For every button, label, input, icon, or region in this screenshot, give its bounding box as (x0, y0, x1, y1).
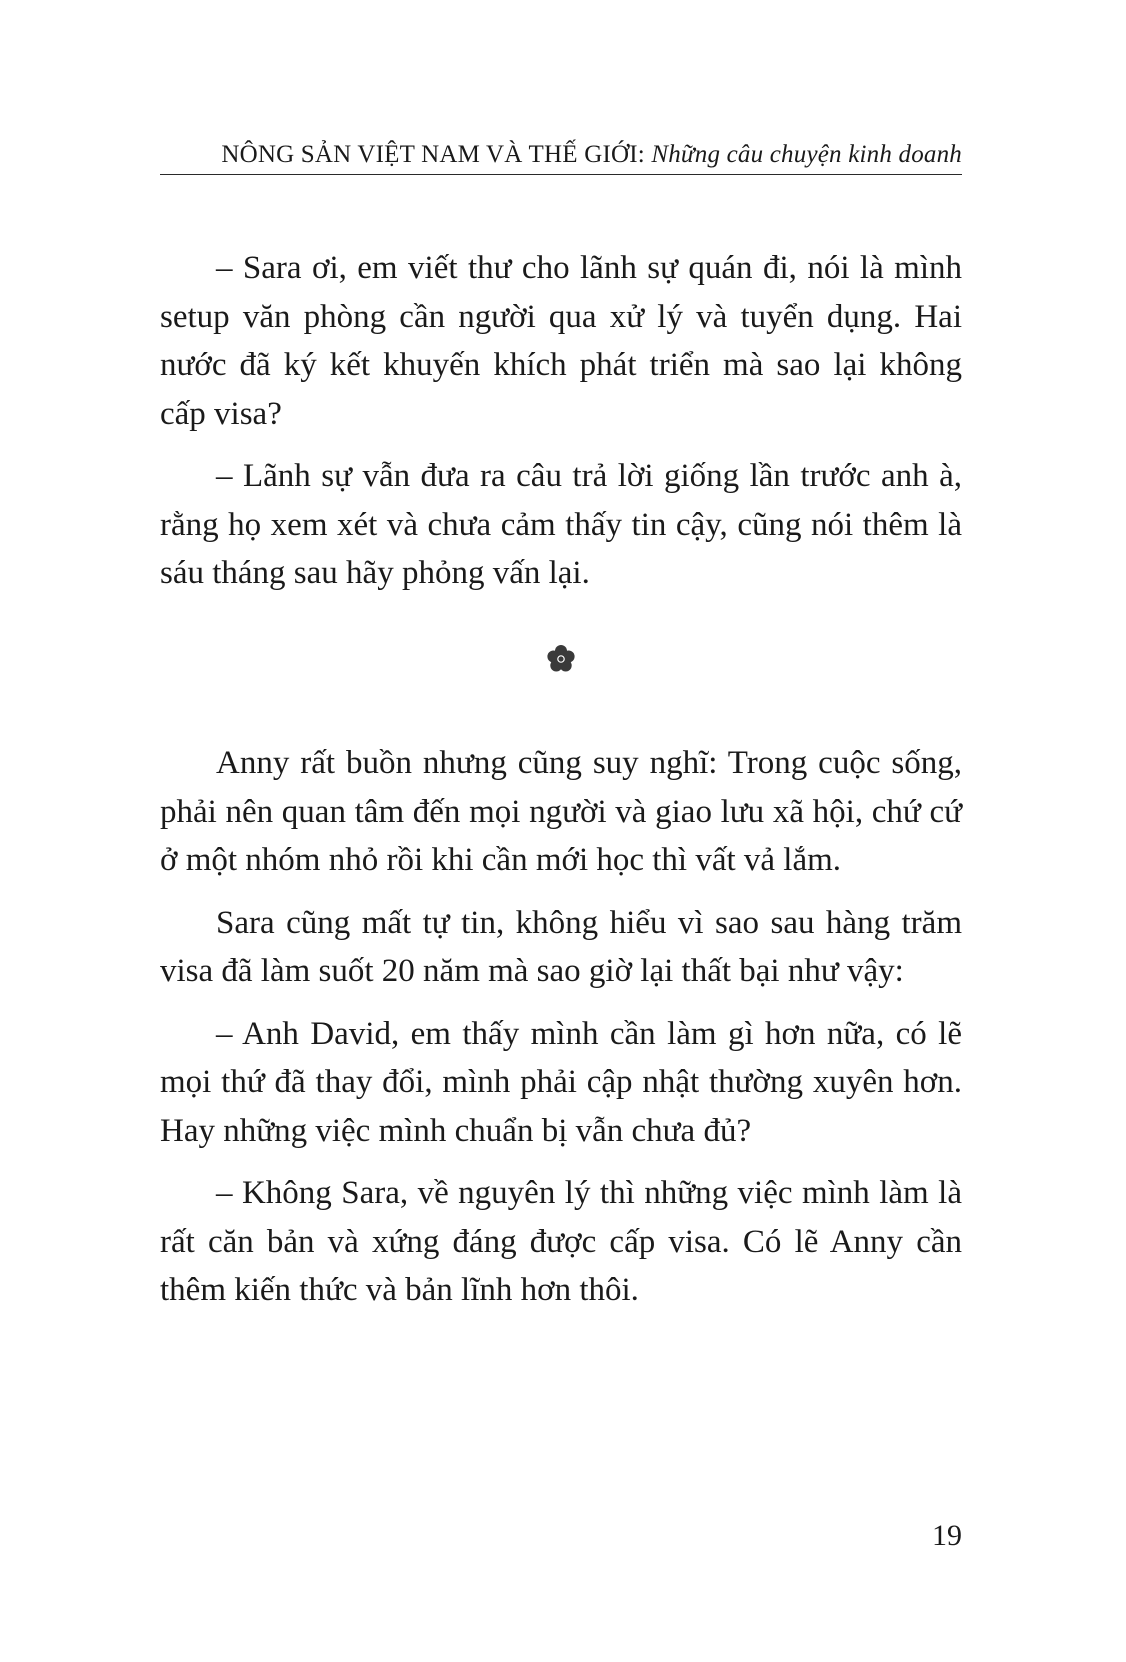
paragraph: Sara cũng mất tự tin, không hiểu vì sao sau hàng trăm visa đã làm suốt 20 năm mà sao giờ lại thất bại như vậy: (160, 904, 962, 989)
flower-ornament-icon (546, 644, 576, 674)
header-rule (160, 174, 962, 175)
running-header (160, 138, 962, 172)
paragraph: – Anh David, em thấy mình cần làm gì hơn nữa, có lẽ mọi thứ đã thay đổi, mình phải cập nhật thường xuyên hơn. Hay những việc mình chuẩn bị vẫn chưa đủ? (160, 1015, 962, 1149)
text-section-1 (160, 244, 962, 612)
book-title: NÔNG SẢN VIỆT NAM VÀ THẾ GIỚI: (221, 141, 645, 168)
paragraph: Anny rất buồn nhưng cũng suy nghĩ: Trong cuộc sống, phải nên quan tâm đến mọi người và giao lưu xã hội, chứ cứ ở một nhóm nhỏ rồi khi cần mới học thì vất vả lắm. (160, 745, 962, 878)
book-page (160, 0, 962, 1662)
paragraph: – Không Sara, về nguyên lý thì những việc mình làm là rất căn bản và xứng đáng được cấp visa. Có lẽ Anny cần thêm kiến thức và bản lĩnh hơn thôi. (160, 1175, 962, 1308)
text-section-2 (160, 739, 962, 1329)
page-number: 19 (932, 1519, 962, 1552)
book-subtitle: Những câu chuyện kinh doanh (651, 141, 962, 168)
paragraph: – Lãnh sự vẫn đưa ra câu trả lời giống lần trước anh à, rằng họ xem xét và chưa cảm thấy tin cậy, cũng nói thêm là sáu tháng sau hãy phỏng vấn lại. (160, 458, 962, 591)
paragraph: – Sara ơi, em viết thư cho lãnh sự quán đi, nói là mình setup văn phòng cần người qua xử lý và tuyển dụng. Hai nước đã ký kết khuyến khích phát triển mà sao lại không cấp visa? (160, 250, 962, 432)
